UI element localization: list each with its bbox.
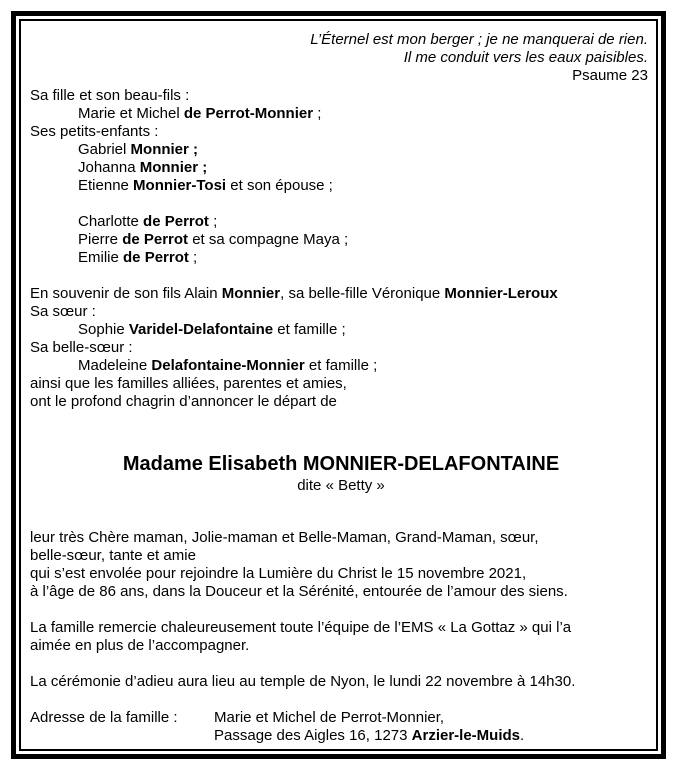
text-run: Sa belle-sœur : (30, 339, 133, 356)
quote-attribution: Psaume 23 (572, 67, 648, 84)
name-bold: Varidel-Delafontaine (128, 321, 274, 338)
text-run: leur très Chère maman, Jolie-maman et Belle-Maman, Grand-Maman, sœur, (30, 529, 539, 546)
text-line (30, 231, 652, 249)
deceased-nickname: dite « Betty » (297, 477, 385, 494)
text-run: Charlotte (78, 213, 144, 230)
text-run: Ses petits-enfants : (30, 123, 159, 140)
name-bold: Monnier ; (130, 141, 199, 158)
text-line (30, 285, 652, 303)
text-line (30, 565, 652, 583)
quote-line-1: L’Éternel est mon berger ; je ne manquerai de rien. (310, 31, 648, 48)
text-line (30, 159, 652, 177)
family-address (30, 709, 652, 745)
family-list (30, 87, 652, 411)
text-run: . (520, 727, 525, 744)
text-line (30, 673, 652, 691)
text-run: ont le profond chagrin d’annoncer le départ de (30, 393, 337, 410)
text-line (30, 339, 652, 357)
name-bold: Arzier-le-Muids (411, 727, 521, 744)
text-run: Gabriel (78, 141, 131, 158)
text-line (30, 357, 652, 375)
text-line (214, 709, 652, 727)
text-line (30, 249, 652, 267)
ceremony-paragraph (30, 673, 652, 691)
name-bold: Delafontaine-Monnier (151, 357, 305, 374)
text-run: Madeleine (78, 357, 152, 374)
name-bold: Monnier-Leroux (444, 285, 558, 302)
text-run: Emilie (78, 249, 124, 266)
name-bold: de Perrot (122, 231, 189, 248)
text-run: et famille ; (304, 357, 378, 374)
name-bold: de Perrot-Monnier (183, 105, 314, 122)
text-line (214, 727, 652, 745)
quote-line-2: Il me conduit vers les eaux paisibles. (403, 49, 648, 66)
text-run: et sa compagne Maya ; (188, 231, 349, 248)
text-line (30, 619, 652, 637)
text-line (30, 105, 652, 123)
text-line (30, 303, 652, 321)
name-bold: de Perrot (143, 213, 209, 230)
text-run: Etienne (78, 177, 134, 194)
name-bold: de Perrot (123, 249, 189, 266)
text-run: ainsi que les familles alliées, parentes et amies, (30, 375, 347, 392)
text-run: et famille ; (273, 321, 346, 338)
notice-outer-border (11, 11, 666, 759)
scripture-quote (30, 31, 652, 85)
text-line (30, 141, 652, 159)
address-label: Adresse de la famille : (30, 709, 178, 726)
text-run: ; (313, 105, 322, 122)
thanks-paragraph (30, 619, 652, 655)
text-run: Sophie (78, 321, 129, 338)
text-run: Marie et Michel de Perrot-Monnier, (214, 709, 445, 726)
text-run: ; (188, 249, 198, 266)
text-line (30, 123, 652, 141)
text-line (30, 583, 652, 601)
text-run: Marie et Michel (78, 105, 184, 122)
text-run: et son épouse ; (226, 177, 333, 194)
text-line (30, 321, 652, 339)
text-line (30, 87, 652, 105)
text-run: qui s’est envolée pour rejoindre la Lumière du Christ le 15 novembre 2021, (30, 565, 527, 582)
text-run: , sa belle-fille Véronique (280, 285, 445, 302)
text-run: Sa fille et son beau-fils : (30, 87, 190, 104)
text-run: ; (208, 213, 218, 230)
name-bold: Monnier-Tosi (133, 177, 227, 194)
text-run: aimée en plus de l’accompagner. (30, 637, 250, 654)
text-line (30, 529, 652, 547)
text-run: Pierre (78, 231, 123, 248)
text-run: En souvenir de son fils Alain (30, 285, 222, 302)
text-run: Sa sœur : (30, 303, 96, 320)
address-lines (214, 709, 652, 745)
text-line (30, 637, 652, 655)
deceased-name: Madame Elisabeth MONNIER-DELAFONTAINE (122, 453, 560, 475)
text-run: La cérémonie d’adieu aura lieu au temple de Nyon, le lundi 22 novembre à 14h30. (30, 673, 576, 690)
text-line (30, 393, 652, 411)
text-line (30, 375, 652, 393)
name-bold: Monnier ; (139, 159, 208, 176)
text-run: belle-sœur, tante et amie (30, 547, 196, 564)
name-bold: Monnier (221, 285, 281, 302)
text-run: La famille remercie chaleureusement toute l’équipe de l’EMS « La Gottaz » qui l’a (30, 619, 572, 636)
text-line (30, 177, 652, 195)
death-notice-document (19, 19, 658, 751)
tribute-paragraph (30, 529, 652, 601)
text-run: à l’âge de 86 ans, dans la Douceur et la Sérénité, entourée de l’amour des siens. (30, 583, 568, 600)
text-line (30, 547, 652, 565)
text-run: Johanna (78, 159, 140, 176)
text-run: Passage des Aigles 16, 1273 (214, 727, 412, 744)
text-line (30, 213, 652, 231)
